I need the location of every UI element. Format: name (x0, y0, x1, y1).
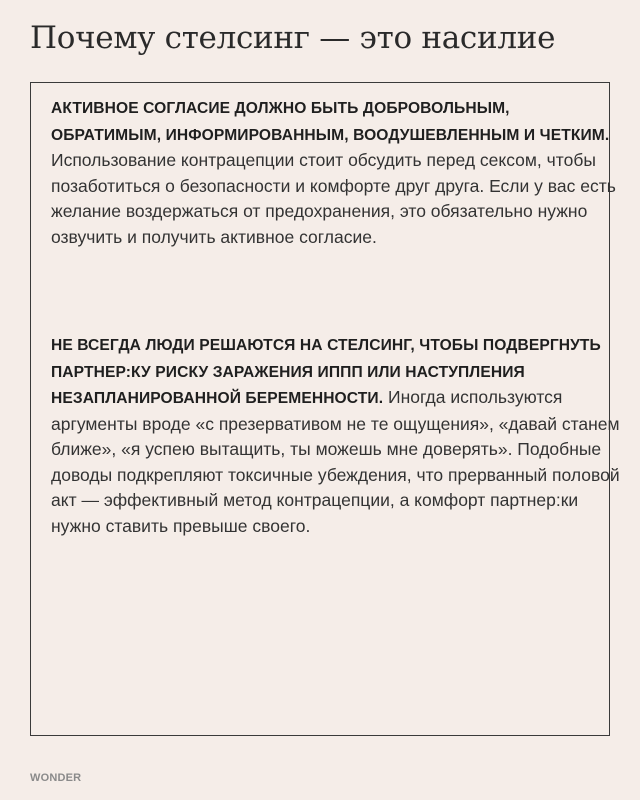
text-card (30, 82, 620, 736)
paragraph-lead: АКТИВНОЕ СОГЛАСИЕ ДОЛЖНО БЫТЬ ДОБРОВОЛЬНЫМ, ОБРАТИМЫМ, ИНФОРМИРОВАННЫМ, ВООДУШЕВЛЕННЫМ И ЧЕТКИМ. (51, 100, 610, 144)
paragraph-arguments (51, 332, 623, 539)
paragraph-body: Использование контрацепции стоит обсудить перед сексом, чтобы позаботиться о безопасности и комфорте друг друга. Если у вас есть желание воздержаться от предохранения, это обязательно нужно озвучить и получить активное согласие. (51, 150, 616, 247)
brand-logo: WONDER (30, 772, 82, 784)
page-title: Почему стелсинг — это насилие (30, 20, 556, 56)
paragraph-body: Иногда используются аргументы вроде «с презервативом не те ощущения», «давай станем ближе», «я успею вытащить, ты можешь мне доверять». Подобные доводы подкрепляют токсичные убеждения, что прерванный половой акт — эффективный метод контрацепции, а комфорт партнер:ки нужно ставить превыше своего. (51, 387, 620, 536)
paragraph-consent (51, 95, 623, 250)
paragraph-lead: НЕ ВСЕГДА ЛЮДИ РЕШАЮТСЯ НА СТЕЛСИНГ, ЧТОБЫ ПОДВЕРГНУТЬ ПАРТНЕР:КУ РИСКУ ЗАРАЖЕНИЯ ИППП ИЛИ НАСТУПЛЕНИЯ НЕЗАПЛАНИРОВАННОЙ БЕРЕМЕННОСТИ. (51, 337, 601, 407)
